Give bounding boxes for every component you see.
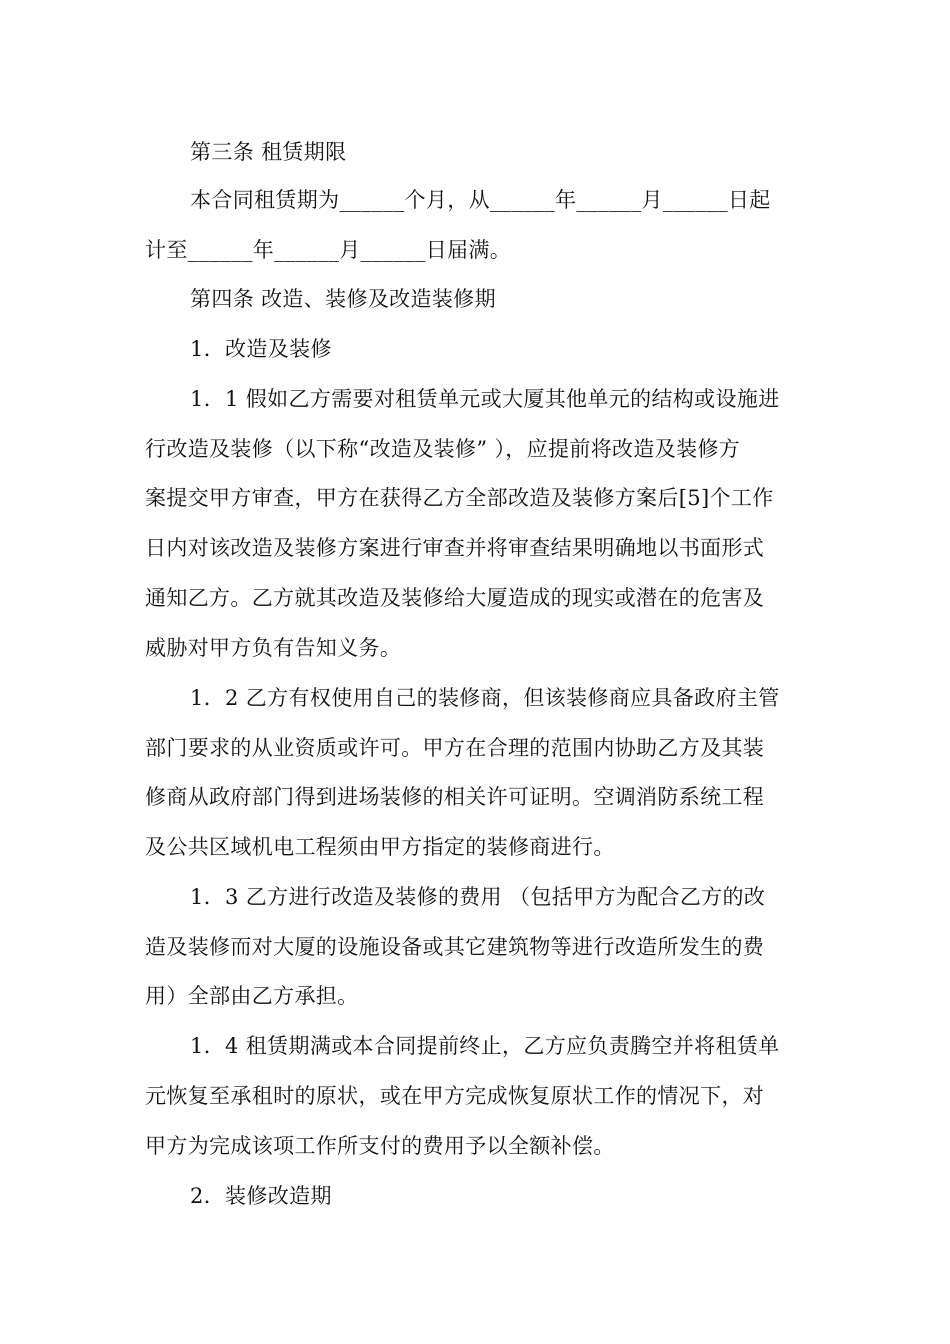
clause-1-4-line-1: 1．4 租赁期满或本合同提前终止，乙方应负责腾空并将租赁单 xyxy=(190,1034,780,1058)
clause-1-2-line-1: 1．2 乙方有权使用自己的装修商，但该装修商应具备政府主管 xyxy=(190,686,780,710)
clause-1-3-line-2: 造及装修而对大厦的设施设备或其它建筑物等进行改造所发生的费 xyxy=(145,935,765,959)
clause-1-1-line-3: 案提交甲方审查，甲方在获得乙方全部改造及装修方案后[5]个工作 xyxy=(145,486,774,510)
article-4-heading: 第四条 改造、装修及改造装修期 xyxy=(190,287,496,311)
section-2-heading: 2．装修改造期 xyxy=(190,1184,332,1208)
clause-1-2-line-2: 部门要求的从业资质或许可。甲方在合理的范围内协助乙方及其装 xyxy=(145,736,765,760)
clause-1-1-line-1: 1．1 假如乙方需要对租赁单元或大厦其他单元的结构或设施进 xyxy=(190,387,780,411)
clause-1-3-line-3: 用）全部由乙方承担。 xyxy=(145,984,359,1008)
clause-1-1-line-4: 日内对该改造及装修方案进行审查并将审查结果明确地以书面形式 xyxy=(145,536,765,560)
clause-1-4-line-2: 元恢复至承租时的原状，或在甲方完成恢复原状工作的情况下，对 xyxy=(145,1084,765,1108)
clause-1-4-line-3: 甲方为完成该项工作所支付的费用予以全额补偿。 xyxy=(145,1134,615,1158)
clause-1-1-line-2: 行改造及装修（以下称“改造及装修” ），应提前将改造及装修方 xyxy=(145,437,741,461)
clause-1-3-line-1: 1．3 乙方进行改造及装修的费用 （包括甲方为配合乙方的改 xyxy=(190,885,766,909)
clause-1-1-line-5: 通知乙方。乙方就其改造及装修给大厦造成的现实或潜在的危害及 xyxy=(145,586,765,610)
section-1-heading: 1．改造及装修 xyxy=(190,337,332,361)
clause-1-1-line-6: 威胁对甲方负有告知义务。 xyxy=(145,636,402,660)
lease-term-text-line-1: 本合同租赁期为______个月，从______年______月______日起 xyxy=(190,188,771,212)
article-3-heading: 第三条 租赁期限 xyxy=(190,140,347,164)
clause-1-2-line-3: 修商从政府部门得到进场装修的相关许可证明。空调消防系统工程 xyxy=(145,785,765,809)
clause-1-2-line-4: 及公共区域机电工程须由甲方指定的装修商进行。 xyxy=(145,835,615,859)
lease-term-text-line-2: 计至______年______月______日届满。 xyxy=(145,238,512,262)
